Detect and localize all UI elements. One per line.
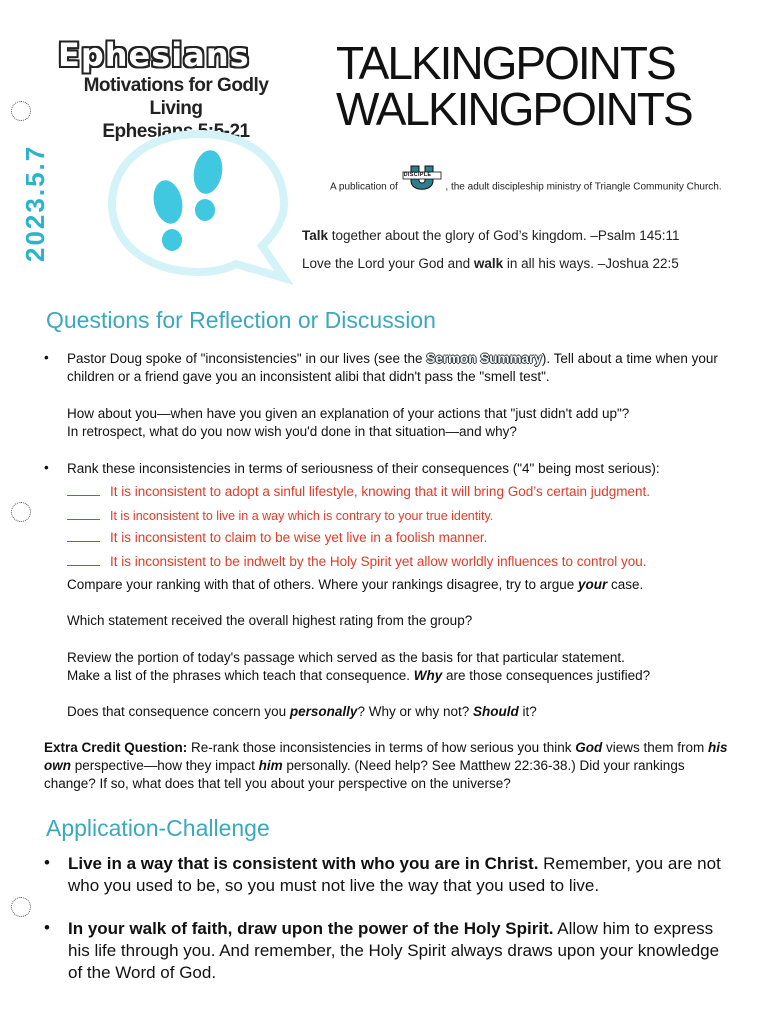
- publication-prefix: A publication of: [330, 181, 398, 193]
- reflection-heading: Questions for Reflection or Discussion: [46, 307, 436, 333]
- publication-suffix: , the adult discipleship ministry of Triangle Community Church.: [445, 181, 722, 193]
- sermon-summary-link[interactable]: Sermon Summary: [426, 351, 542, 366]
- binder-hole-bottom: [11, 897, 31, 917]
- rank-blank[interactable]: [67, 483, 100, 496]
- logo-text: DISCIPLE: [403, 172, 432, 178]
- q1-followup-line1: How about you—when have you given an explanation of your actions that "just didn't add up"?: [67, 406, 630, 421]
- title-line2: WALKINGPOINTS: [336, 83, 692, 135]
- which-statement-text: Which statement received the overall highest rating from the group?: [67, 613, 473, 628]
- footprint-right: [190, 148, 225, 221]
- rank-item: It is inconsistent to be indwelt by the Holy Spirit yet allow worldly influences to control you.: [67, 553, 647, 569]
- date-label: 2023.5.7: [20, 144, 50, 262]
- compare-text: Compare your ranking with that of others. Where your rankings disagree, try to argue your case.: [67, 577, 644, 592]
- review-text: Review the portion of today's passage which served as the basis for that particular statement. Make a list of the phrases which teach that consequence. Why are those consequences justified?: [67, 650, 651, 683]
- rank-blank[interactable]: [67, 507, 100, 520]
- talkingpoints-title: [336, 37, 692, 135]
- verse2-bold: walk: [473, 256, 504, 271]
- application-item: Live in a way that is consistent with who you are in Christ. Remember, you are not who you used to be, so you must not live the way that you used to live.: [68, 854, 721, 895]
- question-2-intro: Rank these inconsistencies in terms of seriousness of their consequences ("4" being most serious):: [67, 461, 660, 476]
- binder-hole-middle: [11, 502, 31, 522]
- app-bullet-2: •: [44, 918, 50, 937]
- subtitle-line1: Motivations for Godly Living: [83, 75, 269, 119]
- rank-item: It is inconsistent to live in a way which is contrary to your true identity.: [67, 507, 493, 523]
- q1-end: ). Tell about a time when your children or a friend gave you an inconsistent alibi that didn't pass the "smell test".: [67, 351, 718, 384]
- verse1-rest: together about the glory of God’s kingdom. –Psalm 145:11: [328, 228, 680, 243]
- question-1-followup: [67, 405, 727, 441]
- subtitle-passage: Ephesians 5:5-21: [102, 121, 250, 142]
- footprints-bubble-icon: [104, 128, 294, 286]
- concern-text: Does that consequence concern you personally? Why or why not? Should it?: [67, 704, 537, 719]
- binder-hole-top: [11, 101, 31, 121]
- rank-blank[interactable]: [67, 553, 100, 566]
- publication-line: [330, 172, 722, 202]
- footprint-left: [150, 178, 187, 251]
- bullet-1: •: [44, 350, 49, 365]
- verse2-start: Love the Lord your God and: [302, 256, 474, 271]
- q1-followup-line2: In retrospect, what do you now wish you'd done in that situation—and why?: [67, 424, 517, 439]
- rank-blank[interactable]: [67, 529, 100, 542]
- rank-item: It is inconsistent to claim to be wise yet live in a foolish manner.: [67, 529, 487, 545]
- bullet-2: •: [44, 460, 49, 475]
- q1-start: Pastor Doug spoke of "inconsistencies" in our lives (see the: [67, 351, 427, 366]
- verse-psalm: [302, 228, 679, 243]
- verse-joshua: [302, 256, 679, 271]
- verse1-bold: Talk: [302, 228, 329, 243]
- application-heading: Application-Challenge: [46, 815, 270, 841]
- disciple-logo: [401, 172, 443, 202]
- extra-credit-label: Extra Credit Question:: [44, 740, 188, 755]
- app-bullet-1: •: [44, 853, 50, 872]
- title-line1: TALKINGPOINTS: [336, 37, 675, 89]
- question-1: [67, 350, 727, 386]
- extra-credit-question: Extra Credit Question: Re-rank those inconsistencies in terms of how serious you think God views them from his own perspective—how they impact him personally. (Need help? See Matthew 22:36-38.) Did your rankings change? If so, what does that tell you about your perspective on the universe?: [44, 740, 728, 791]
- series-title: Ephesians: [58, 36, 250, 74]
- rank-item: It is inconsistent to adopt a sinful lifestyle, knowing that it will bring God’s certain judgment.: [67, 483, 650, 499]
- application-item: In your walk of faith, draw upon the power of the Holy Spirit. Allow him to express his life through you. And remember, the Holy Spirit always draws upon your knowledge of the Word of God.: [68, 919, 720, 982]
- verse2-rest: in all his ways. –Joshua 22:5: [503, 256, 679, 271]
